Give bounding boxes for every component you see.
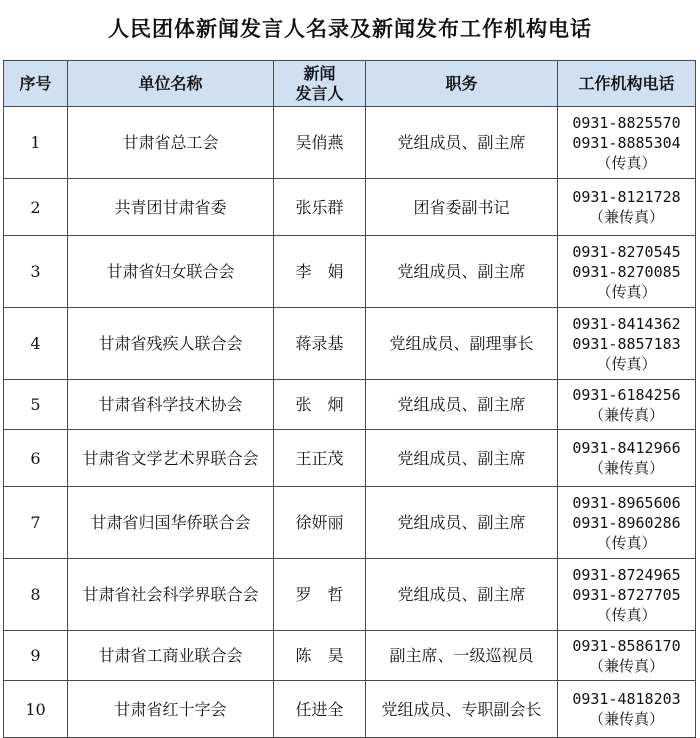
- phone-line: 0931-8857183: [572, 334, 681, 353]
- cell-phone: [558, 487, 696, 559]
- phone-line: 0931-8965606: [572, 493, 681, 512]
- cell-spokesperson: 罗 哲: [274, 559, 366, 631]
- page-title: 人民团体新闻发言人名录及新闻发布工作机构电话: [108, 17, 592, 41]
- table-row: [4, 107, 696, 179]
- cell-position: 党组成员、副主席: [366, 487, 558, 559]
- cell-position: 团省委副书记: [366, 179, 558, 236]
- cell-unit: 甘肃省工商业联合会: [68, 631, 274, 681]
- cell-position: 党组成员、副主席: [366, 430, 558, 487]
- phone-line: 0931-8586170: [572, 636, 681, 655]
- phone-line: （兼传真）: [588, 710, 664, 728]
- phone-line: （传真）: [596, 533, 657, 552]
- table-row: [4, 236, 696, 308]
- cell-position: 党组成员、副主席: [366, 380, 558, 430]
- cell-index: 3: [4, 236, 68, 308]
- phone-line: 0931-8885304: [572, 133, 681, 152]
- cell-spokesperson: 李 娟: [274, 236, 366, 308]
- cell-unit: 甘肃省红十字会: [68, 681, 274, 738]
- cell-spokesperson: 蒋录基: [274, 308, 366, 380]
- cell-phone: [558, 559, 696, 631]
- phone-line: （传真）: [596, 282, 657, 301]
- table-row: [4, 430, 696, 487]
- phone-line: 0931-8724965: [572, 565, 681, 584]
- cell-index: 6: [4, 430, 68, 487]
- cell-spokesperson: 徐妍丽: [274, 487, 366, 559]
- cell-index: 2: [4, 179, 68, 236]
- cell-position: 党组成员、专职副会长: [366, 681, 558, 738]
- cell-index: 7: [4, 487, 68, 559]
- header-index: 序号: [4, 61, 68, 107]
- phone-line: 0931-8270545: [572, 242, 681, 261]
- phone-line: （传真）: [596, 354, 657, 373]
- cell-spokesperson: 张乐群: [274, 179, 366, 236]
- cell-position: 党组成员、副主席: [366, 236, 558, 308]
- cell-index: 4: [4, 308, 68, 380]
- phone-line: （兼传真）: [588, 656, 664, 675]
- header-spokesperson-line1: 新闻: [303, 63, 336, 83]
- cell-unit: 共青团甘肃省委: [68, 179, 274, 236]
- phone-line: （兼传真）: [588, 208, 664, 226]
- table-row: [4, 308, 696, 380]
- cell-unit: 甘肃省社会科学界联合会: [68, 559, 274, 631]
- cell-spokesperson: 陈 昊: [274, 631, 366, 681]
- header-row: [4, 61, 696, 107]
- cell-phone: [558, 179, 696, 236]
- cell-spokesperson: 王正茂: [274, 430, 366, 487]
- table-row: [4, 380, 696, 430]
- phone-line: 0931-8825570: [572, 113, 681, 132]
- phone-line: （传真）: [596, 605, 657, 624]
- phone-line: 0931-8412966: [572, 439, 681, 457]
- table-row: [4, 631, 696, 681]
- header-spokesperson: [274, 61, 366, 107]
- cell-position: 党组成员、副主席: [366, 107, 558, 179]
- header-spokesperson-line2: 发言人: [295, 83, 344, 103]
- header-unit: 单位名称: [68, 61, 274, 107]
- table-row: [4, 179, 696, 236]
- phone-line: 0931-8270085: [572, 262, 681, 281]
- cell-phone: [558, 308, 696, 380]
- cell-index: 1: [4, 107, 68, 179]
- cell-phone: [558, 430, 696, 487]
- table-body: [4, 107, 696, 738]
- cell-unit: 甘肃省归国华侨联合会: [68, 487, 274, 559]
- phone-line: （兼传真）: [588, 405, 664, 424]
- cell-index: 9: [4, 631, 68, 681]
- cell-index: 8: [4, 559, 68, 631]
- cell-index: 5: [4, 380, 68, 430]
- header-phone: 工作机构电话: [558, 61, 696, 107]
- cell-position: 党组成员、副主席: [366, 559, 558, 631]
- header-position: 职务: [366, 61, 558, 107]
- phone-line: （兼传真）: [588, 459, 664, 477]
- table-row: [4, 487, 696, 559]
- cell-unit: 甘肃省文学艺术界联合会: [68, 430, 274, 487]
- spokesperson-table: [3, 60, 696, 738]
- phone-line: 0931-6184256: [572, 385, 681, 404]
- table-row: [4, 559, 696, 631]
- cell-spokesperson: 任进全: [274, 681, 366, 738]
- cell-unit: 甘肃省妇女联合会: [68, 236, 274, 308]
- table-row: [4, 681, 696, 738]
- cell-phone: [558, 107, 696, 179]
- cell-phone: [558, 681, 696, 738]
- cell-spokesperson: 吴俏燕: [274, 107, 366, 179]
- phone-line: 0931-8960286: [572, 513, 681, 532]
- cell-unit: 甘肃省总工会: [68, 107, 274, 179]
- cell-unit: 甘肃省科学技术协会: [68, 380, 274, 430]
- phone-line: 0931-8727705: [572, 585, 681, 604]
- phone-line: （传真）: [596, 153, 657, 172]
- cell-spokesperson: 张 炯: [274, 380, 366, 430]
- cell-phone: [558, 380, 696, 430]
- cell-unit: 甘肃省残疾人联合会: [68, 308, 274, 380]
- phone-line: 0931-4818203: [572, 690, 681, 708]
- cell-position: 党组成员、副理事长: [366, 308, 558, 380]
- cell-phone: [558, 631, 696, 681]
- cell-phone: [558, 236, 696, 308]
- cell-index: 10: [4, 681, 68, 738]
- phone-line: 0931-8121728: [572, 188, 681, 206]
- cell-position: 副主席、一级巡视员: [366, 631, 558, 681]
- phone-line: 0931-8414362: [572, 314, 681, 333]
